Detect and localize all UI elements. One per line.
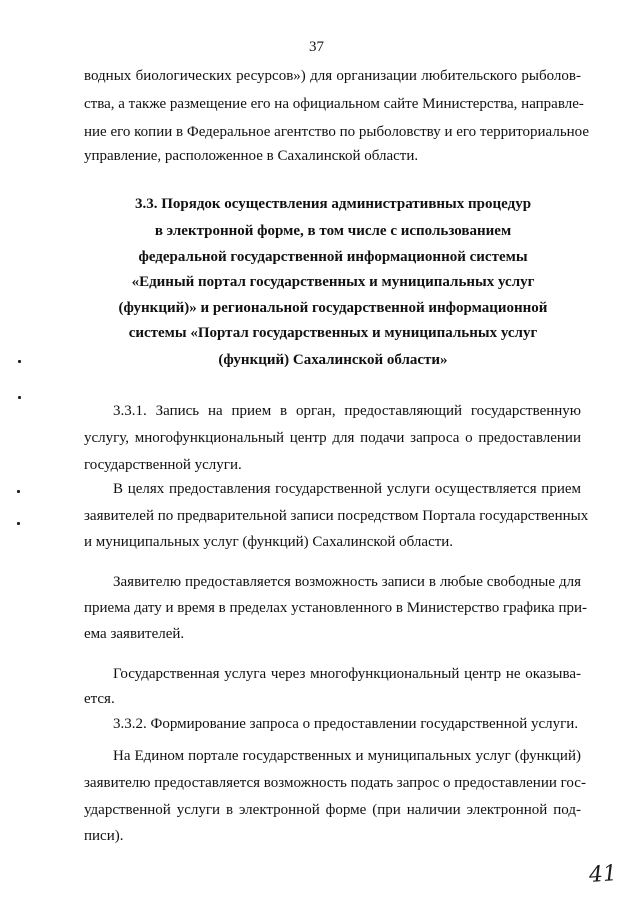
scan-speck (18, 360, 21, 363)
para-choice-line-3: ема заявителей. (84, 626, 185, 642)
handwritten-page-mark: 41 (588, 861, 618, 888)
section-heading-line-1: 3.3. Порядок осуществления административных процедур (134, 196, 532, 212)
intro-line-3: ние его копии в Федеральное агентство по рыболовству и его территориальное (84, 124, 590, 140)
section-heading-line-3: федеральной государственной информационной системы (138, 249, 528, 265)
para-portal-line-3: ударственной услуги в электронной форме (при наличии электронной под- (84, 802, 581, 818)
para-mfc-line-2: ется. (84, 691, 115, 707)
para-331-line-3: государственной услуги. (84, 457, 242, 473)
intro-line-4: управление, расположенное в Сахалинской области. (84, 148, 419, 164)
page-number: 37 (309, 39, 324, 55)
para-mfc-line-1: Государственная услуга через многофункциональный центр не оказыва- (113, 666, 581, 682)
scan-speck (17, 522, 20, 525)
para-332-line: 3.3.2. Формирование запроса о предоставлении государственной услуги. (113, 716, 579, 732)
para-portal-line-1: На Едином портале государственных и муниципальных услуг (функций) (113, 748, 581, 764)
section-heading-line-7: (функций) Сахалинской области» (218, 352, 448, 368)
para-portal-line-4: писи). (84, 828, 124, 844)
para-choice-line-2: приема дату и время в пределах установленного в Министерство графика при- (84, 600, 588, 616)
scan-speck (18, 396, 21, 399)
section-heading-line-4: «Единый портал государственных и муниципальных услуг (131, 274, 535, 290)
para-prelim-line-1: В целях предоставления государственной услуги осуществляется прием (113, 481, 581, 497)
scan-speck (17, 490, 20, 493)
intro-line-2: ства, а также размещение его на официальном сайте Министерства, направле- (84, 96, 584, 112)
section-heading-line-2: в электронной форме, в том числе с использованием (154, 223, 512, 239)
para-prelim-line-3: и муниципальных услуг (функций) Сахалинской области. (84, 534, 454, 550)
para-331-line-2: услугу, многофункциональный центр для подачи запроса о предоставлении (84, 430, 581, 446)
intro-line-1: водных биологических ресурсов») для организации любительского рыболов- (84, 68, 581, 84)
section-heading-line-6: системы «Портал государственных и муниципальных услуг (128, 325, 538, 341)
para-331-line-1: 3.3.1. Запись на прием в орган, предоставляющий государственную (113, 403, 581, 419)
para-prelim-line-2: заявителей по предварительной записи посредством Портала государственных (84, 508, 589, 524)
para-portal-line-2: заявителю предоставляется возможность подать запрос о предоставлении гос- (84, 775, 586, 791)
para-choice-line-1: Заявителю предоставляется возможность записи в любые свободные для (113, 574, 581, 590)
section-heading-line-5: (функций)» и региональной государственной информационной (118, 300, 548, 316)
